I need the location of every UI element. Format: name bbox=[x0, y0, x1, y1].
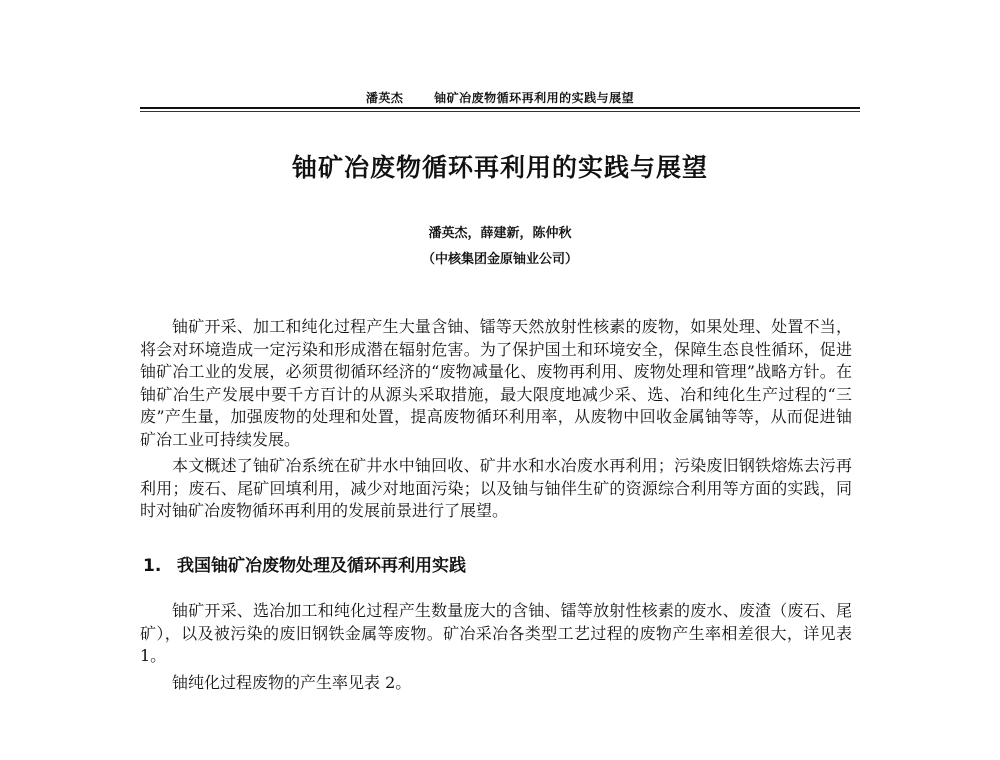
paragraph-text: 本文概述了铀矿冶系统在矿井水中铀回收、矿井水和水冶废水再利用；污染废旧钢铁熔炼去污再利用；废石、尾矿回填利用，减少对地面污染；以及铀与铀伴生矿的资源综合利用等方面的实践，同时对铀矿冶废物循环再利用的发展前景进行了展望。 bbox=[140, 456, 852, 521]
section-paragraph-1 bbox=[140, 600, 852, 668]
running-head bbox=[140, 88, 860, 108]
abstract-paragraph-2 bbox=[140, 455, 852, 523]
header-rule-thin bbox=[140, 111, 860, 112]
section-number: 1. bbox=[143, 556, 162, 576]
abstract-paragraph-1 bbox=[140, 316, 852, 452]
paragraph-text: 铀矿开采、选冶加工和纯化过程产生数量庞大的含铀、镭等放射性核素的废水、废渣（废石、尾矿），以及被污染的废旧钢铁金属等废物。矿冶采冶各类型工艺过程的废物产生率相差很大，详见表 1。 bbox=[140, 601, 852, 666]
section-heading bbox=[143, 553, 843, 579]
affiliation: （中核集团金原铀业公司） bbox=[421, 252, 578, 267]
header-rule-thick bbox=[140, 107, 860, 109]
section-paragraph-2 bbox=[140, 672, 852, 695]
paper-title: 铀矿冶废物循环再利用的实践与展望 bbox=[291, 153, 708, 182]
running-head-title: 铀矿冶废物循环再利用的实践与展望 bbox=[434, 91, 635, 105]
paragraph-text: 铀纯化过程废物的产生率见表 2。 bbox=[172, 673, 412, 692]
author-list: 潘英杰，薛建新，陈仲秋 bbox=[428, 226, 572, 241]
running-head-author: 潘英杰 bbox=[365, 91, 404, 105]
section-title: 我国铀矿冶废物处理及循环再利用实践 bbox=[177, 556, 466, 576]
paragraph-text: 铀矿开采、加工和纯化过程产生大量含铀、镭等天然放射性核素的废物，如果处理、处置不当，将会对环境造成一定污染和形成潜在辐射危害。为了保护国土和环境安全，保障生态良性循环，促进铀矿冶工业的发展，必须贯彻循环经济的“废物减量化、废物再利用、废物处理和管理”战略方针。在铀矿冶生产发展中要千方百计的从源头采取措施，最大限度地减少采、选、冶和纯化生产过程的“三废”产生量，加强废物的处理和处置，提高废物循环利用率，从废物中回收金属铀等等，从而促进铀矿冶工业可持续发展。 bbox=[140, 317, 852, 449]
